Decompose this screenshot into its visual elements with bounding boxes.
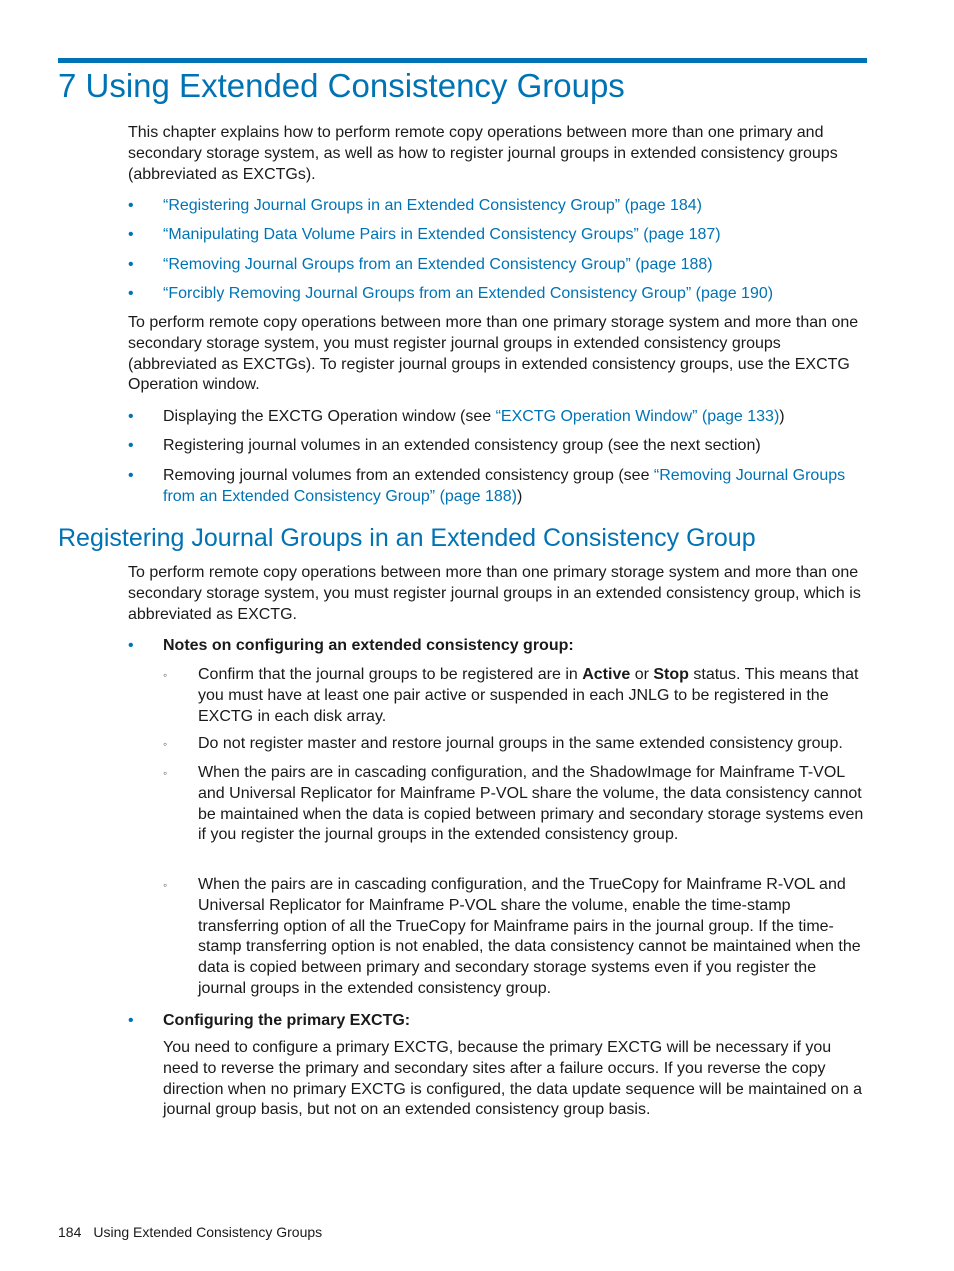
section-intro: To perform remote copy operations between more than one primary storage system and more than one secondary storage system, you must register journal groups in an extended consistency group, which is abbreviated as EXCTG. xyxy=(128,564,861,623)
list-item xyxy=(128,636,868,657)
link-manipulating-data-volume-pairs[interactable]: “Manipulating Data Volume Pairs in Extended Consistency Groups” (page 187) xyxy=(163,226,721,243)
bullet-icon: • xyxy=(128,637,134,654)
bullet-icon: • xyxy=(128,226,134,243)
chapter-paragraph-2: To perform remote copy operations between more than one primary storage system and more than one secondary storage system, you must register journal groups in extended consistency groups (abbreviated as EXCTGs). To register journal groups in extended consistency groups, use the EXCTG Operation window. xyxy=(128,314,859,394)
bullet-icon: • xyxy=(128,197,134,214)
note-2: Do not register master and restore journal groups in the same extended consistency group. xyxy=(198,735,843,752)
bullet-icon: • xyxy=(128,285,134,302)
primary-exctg-heading: Configuring the primary EXCTG: xyxy=(163,1012,411,1029)
page-footer xyxy=(58,1222,334,1242)
sub-list-item xyxy=(128,875,868,1000)
circle-bullet-icon: ◦ xyxy=(163,737,168,751)
sub-list-item xyxy=(128,734,868,755)
page-number: 184 xyxy=(58,1224,82,1240)
list-item xyxy=(128,255,868,276)
chapter-rule xyxy=(58,58,867,63)
link-removing-journal-groups-2[interactable]: “Removing Journal Groups from an Extended Consistency Group” (page 188) xyxy=(163,467,846,505)
note-4: When the pairs are in cascading configuration, and the TrueCopy for Mainframe R-VOL and Universal Replicator for Mainframe P-VOL share the volume, enable the time-stamp transferring option of all the TrueCopy for Mainframe pairs in the journal group. If the time-stamp transferring option is not enabled, the data consistency cannot be maintained when the data is copied between primary and secondary storage systems even if you register the journal groups in the extended consistency group. xyxy=(198,876,861,997)
list-item xyxy=(128,407,868,428)
note-3: When the pairs are in cascading configuration, and the ShadowImage for Mainframe T-VOL and Universal Replicator for Mainframe P-VOL share the volume, the data consistency cannot be maintained when the data is copied between primary and secondary storage systems even if you register the journal groups in the extended consistency group. xyxy=(198,764,864,844)
link-exctg-operation-window[interactable]: “EXCTG Operation Window” (page 133) xyxy=(495,408,780,425)
note-1: Confirm that the journal groups to be registered are in Active or Stop status. This means that you must have at least one pair active or suspended in each JNLG to be registered in the EXCTG in each disk array. xyxy=(198,666,859,725)
task-display-window: Displaying the EXCTG Operation window (see “EXCTG Operation Window” (page 133)) xyxy=(163,408,785,425)
list-item xyxy=(128,284,868,305)
link-forcibly-removing-journal-groups[interactable]: “Forcibly Removing Journal Groups from an Extended Consistency Group” (page 190) xyxy=(163,285,774,302)
link-registering-journal-groups[interactable]: “Registering Journal Groups in an Extended Consistency Group” (page 184) xyxy=(163,197,702,214)
notes-heading: Notes on configuring an extended consistency group: xyxy=(163,637,574,654)
bullet-icon: • xyxy=(128,256,134,273)
list-item xyxy=(128,1011,868,1032)
bullet-icon: • xyxy=(128,437,134,454)
list-item xyxy=(128,196,868,217)
list-item xyxy=(128,466,868,508)
circle-bullet-icon: ◦ xyxy=(163,668,168,682)
link-removing-journal-groups[interactable]: “Removing Journal Groups from an Extended Consistency Group” (page 188) xyxy=(163,256,713,273)
sub-list-item xyxy=(128,763,868,846)
chapter-intro: This chapter explains how to perform remote copy operations between more than one primary and secondary storage system, as well as how to register journal groups in extended consistency groups (abbreviated as EXCTGs). xyxy=(128,124,838,183)
task-register-volumes: Registering journal volumes in an extended consistency group (see the next section) xyxy=(163,437,761,454)
circle-bullet-icon: ◦ xyxy=(163,766,168,780)
circle-bullet-icon: ◦ xyxy=(163,878,168,892)
bullet-icon: • xyxy=(128,1012,134,1029)
list-item xyxy=(128,436,868,457)
primary-exctg-body: You need to configure a primary EXCTG, because the primary EXCTG will be necessary if you need to reverse the primary and secondary sites after a failure occurs. If you reverse the copy direction when no primary EXCTG is configured, the data update sequence will be maintained on a journal group basis, but not on an extended consistency group basis. xyxy=(163,1039,863,1119)
list-item xyxy=(128,225,868,246)
chapter-title: 7 Using Extended Consistency Groups xyxy=(58,67,625,104)
bullet-icon: • xyxy=(128,467,134,484)
running-title: Using Extended Consistency Groups xyxy=(93,1224,323,1240)
section-title: Registering Journal Groups in an Extended Consistency Group xyxy=(58,524,756,552)
bullet-icon: • xyxy=(128,408,134,425)
sub-list-item xyxy=(128,665,868,727)
task-remove-volumes: Removing journal volumes from an extended consistency group (see “Removing Journal Groups from an Extended Consistency Group” (page 188)) xyxy=(163,467,846,505)
